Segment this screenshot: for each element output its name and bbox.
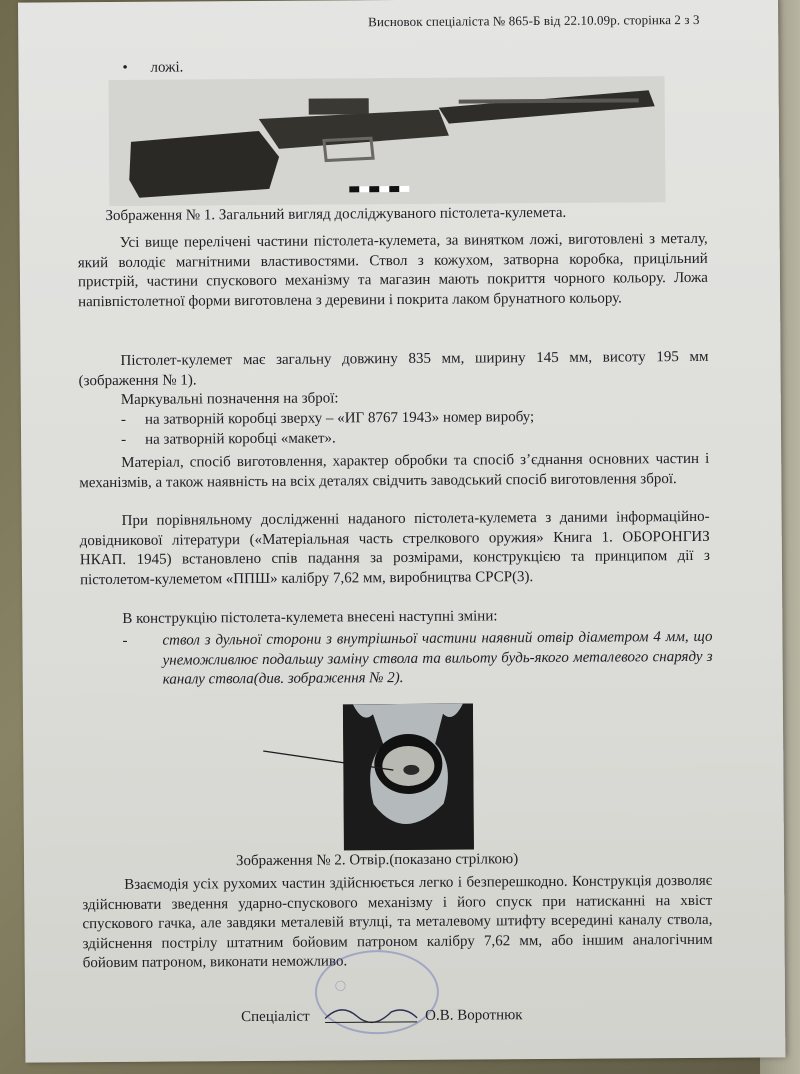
paragraph-7-text: Взаємодія усіх рухомих частин здійснюється легко і безперешкодно. Конструкція дозволяє здійснювати зведення ударно-спускового механізму і його спуск при натисканні на хвіст спускового гачка, але завдяки металевій втулці, та металевому штифту всередині каналу ствола, здійснення пострілу штатним бойовим патроном калібру 7,62 мм, або іншим аналогічним бойовим патроном, виконати неможливо. <box>82 872 713 972</box>
mark-item-1 <box>121 409 534 429</box>
handwritten-signature-icon <box>321 996 421 1027</box>
mark-item-2 <box>121 430 336 448</box>
figure-2-caption: Зображення № 2. Отвір.(показано стрілкою) <box>235 851 519 870</box>
dash-icon: - <box>122 632 128 649</box>
paragraph-5-text: При порівняльному дослідженні наданого пістолета-кулемета з даними інформаційно-довідникової літератури («Матеріальная часть стрелкового оружия» Книга 1. ОБОРОНГИЗ НКАП. 1945) встановлено спів падання за розмірами, конструкцією та принципом дії з пістолетом-кулеметом «ППШ» калібру 7,62 мм, виробництва СРСР(3). <box>79 508 710 588</box>
paragraph-5 <box>80 508 711 590</box>
arrow-icon <box>261 740 401 781</box>
dash-icon: - <box>121 431 127 448</box>
document-page <box>18 0 785 1063</box>
paragraph-3-text: Маркувальні позначення на зброї: <box>120 390 339 408</box>
paragraph-4 <box>79 450 709 493</box>
figure-1-caption: Зображення № 1. Загальний вигляд досліджуваного пістолета-кулемета. <box>105 204 567 225</box>
page-header: Висновок спеціаліста № 865-Б від 22.10.09р. сторінка 2 з 3 <box>368 11 700 30</box>
stamp-text: ◯ <box>334 980 347 992</box>
intro-text: ложі. <box>150 59 184 76</box>
signature-name: О.В. Воротнюк <box>425 1007 523 1024</box>
paragraph-4-text: Матеріал, спосіб виготовлення, характер обробки та спосіб з’єднання основних частин і механізмів, а також наявність на всіх деталях свідчить заводський спосіб виготовлення зброї. <box>79 450 710 491</box>
submachine-gun-image <box>109 76 666 206</box>
paragraph-3 <box>79 387 709 411</box>
intro-bullet-line <box>122 60 183 77</box>
figure-1-photo <box>109 76 666 206</box>
mark-item-2-text: на затворній коробці «макет». <box>145 430 336 448</box>
paragraph-6 <box>80 606 710 630</box>
signature-role: Спеціаліст <box>241 1008 310 1026</box>
change-item-text: ствол з дульної сторони з внутрішньої частини наявний отвір діаметром 4 мм, що унеможливлює подальшу заміну ствола та вильоту будь-якого металевого снаряду з каналу ствола(див. зображення № 2). <box>162 628 713 688</box>
paragraph-1-text: Усі вище перелічені частини пістолета-кулемета, за винятком ложі, виготовлені з металу, який володіє магнітними властивостями. Ствол з кожухом, затворна коробка, прицільний пристрій, частини спускового механізму та магазин мають покриття чорного кольору. Ложа напівпістолетної форми виготовлена з деревини і покрита лаком брунатного кольору. <box>77 230 709 310</box>
paragraph-6-text: В конструкцію пістолета-кулемета внесені наступні зміни: <box>122 608 498 627</box>
paragraph-2 <box>78 348 708 391</box>
paragraph-2-text: Пістолет-кулемет має загальну довжину 835 мм, ширину 145 мм, висоту 195 мм (зображення № 1). <box>78 348 709 389</box>
change-item <box>122 628 712 691</box>
dash-icon: - <box>120 411 126 428</box>
mark-item-1-text: на затворній коробці зверху – «ИГ 8767 1943» номер виробу; <box>144 409 535 428</box>
bullet-icon: • <box>122 59 128 76</box>
paragraph-1 <box>78 230 709 312</box>
